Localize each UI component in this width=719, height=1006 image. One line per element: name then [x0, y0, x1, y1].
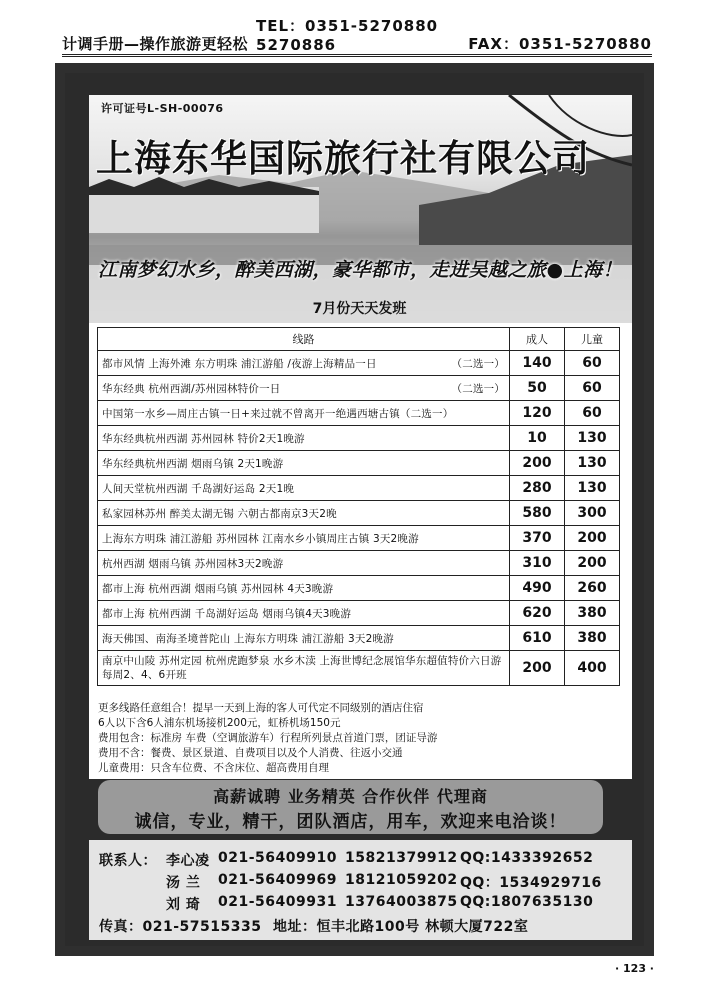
license-number: 许可证号L-SH-00076	[101, 102, 224, 115]
route-name: 华东经典杭州西湖 烟雨乌镇 2天1晚游	[102, 457, 284, 470]
address: 地址：恒丰北路100号 林顿大厦722室	[273, 919, 529, 935]
route-name: 都市上海 杭州西湖 千岛湖好运岛 烟雨乌镇4天3晚游	[102, 607, 352, 620]
route-name: 人间天堂杭州西湖 千岛湖好运岛 2天1晚	[102, 482, 295, 495]
child-price: 380	[565, 601, 620, 626]
route-cell	[98, 626, 510, 651]
route-cell	[98, 601, 510, 626]
adult-price: 310	[510, 551, 565, 576]
route-name: 南京中山陵 苏州定园 杭州虎跑梦泉 水乡木渎 上海世博纪念展馆华东超值特价六日游每周2、4、6开班	[102, 655, 502, 681]
note-line: 更多线路任意组合！提早一天到上海的客人可代定不同级别的酒店住宿	[98, 702, 424, 714]
child-price: 60	[565, 376, 620, 401]
company-name: 上海东华国际旅行社有限公司	[96, 137, 590, 180]
note-line: 费用不含：餐费、景区景道、自费项目以及个人消费、往返小交通	[98, 747, 403, 759]
page-number: · 123 ·	[615, 962, 654, 975]
route-name: 上海东方明珠 浦江游船 苏州园林 江南水乡小镇周庄古镇 3天2晚游	[102, 532, 419, 545]
banner-line-2: 诚信，专业，精干，团队酒店，用车，欢迎来电洽谈！	[134, 812, 567, 832]
child-price: 130	[565, 426, 620, 451]
header-tel: TEL：0351-5270880 5270886	[256, 17, 439, 54]
contact-qq: QQ:1807635130	[460, 894, 594, 910]
child-price: 60	[565, 351, 620, 376]
table-row	[98, 551, 620, 576]
adult-price: 10	[510, 426, 565, 451]
contact-qq: QQ：1534929716	[460, 875, 602, 891]
contact-name: 李心凌	[166, 853, 210, 869]
adult-price: 140	[510, 351, 565, 376]
contact-name: 汤 兰	[166, 875, 201, 891]
header-fax: FAX：0351-5270880	[468, 35, 652, 53]
route-cell	[98, 576, 510, 601]
table-header-row	[98, 328, 620, 351]
fax-number: 传真：021-57515335	[99, 919, 262, 935]
routes-table	[97, 327, 620, 686]
child-price: 260	[565, 576, 620, 601]
route-name: 都市上海 杭州西湖 烟雨乌镇 苏州园林 4天3晚游	[102, 582, 334, 595]
child-price: 200	[565, 551, 620, 576]
table-row	[98, 401, 620, 426]
route-name: 华东经典杭州西湖 苏州园林 特价2天1晚游	[102, 432, 305, 445]
route-note: （二选一）	[451, 357, 505, 370]
route-name: 中国第一水乡—周庄古镇一日+来过就不曾离开一绝遇西塘古镇（二选一）	[102, 407, 454, 420]
table-row	[98, 426, 620, 451]
note-line: 6人以下含6人浦东机场接机200元，虹桥机场150元	[98, 717, 341, 729]
table-row	[98, 651, 620, 686]
table-row	[98, 476, 620, 501]
header-bar	[62, 17, 652, 57]
adult-price: 200	[510, 451, 565, 476]
route-cell	[98, 451, 510, 476]
header-route: 线路	[98, 328, 510, 351]
note-line: 儿童费用：只含车位费、不含床位、超高费用自理	[98, 762, 329, 774]
child-price: 130	[565, 476, 620, 501]
adult-price: 490	[510, 576, 565, 601]
contact-mobile: 15821379912	[345, 850, 458, 866]
child-price: 380	[565, 626, 620, 651]
adult-price: 280	[510, 476, 565, 501]
child-price: 60	[565, 401, 620, 426]
child-price: 200	[565, 526, 620, 551]
table-row	[98, 376, 620, 401]
route-cell	[98, 426, 510, 451]
contact-phone: 021-56409931	[218, 894, 337, 910]
contact-label: 联系人：	[99, 853, 157, 869]
route-name: 杭州西湖 烟雨乌镇 苏州园林3天2晚游	[102, 557, 284, 570]
recruit-banner	[98, 780, 603, 834]
table-row	[98, 501, 620, 526]
header-child: 儿童	[565, 328, 620, 351]
header-adult: 成人	[510, 328, 565, 351]
tagline: 江南梦幻水乡，醉美西湖，豪华都市，走进吴越之旅●上海！	[98, 259, 623, 281]
route-cell	[98, 551, 510, 576]
adult-price: 580	[510, 501, 565, 526]
adult-price: 370	[510, 526, 565, 551]
route-cell	[98, 651, 510, 686]
contact-phone: 021-56409910	[218, 850, 337, 866]
table-row	[98, 601, 620, 626]
contact-mobile: 13764003875	[345, 894, 458, 910]
table-row	[98, 451, 620, 476]
note-line: 费用包含：标准房 车费（空调旅游车）行程所列景点首道门票，团证导游	[98, 732, 438, 744]
header-slogan: 计调手册—操作旅游更轻松	[62, 35, 249, 53]
table-row	[98, 626, 620, 651]
notes-section	[98, 701, 618, 776]
table-row	[98, 576, 620, 601]
adult-price: 610	[510, 626, 565, 651]
contact-qq: QQ:1433392652	[460, 850, 594, 866]
adult-price: 620	[510, 601, 565, 626]
adult-price: 200	[510, 651, 565, 686]
route-name: 海天佛国、南海圣境普陀山 上海东方明珠 浦江游船 3天2晚游	[102, 632, 394, 645]
child-price: 400	[565, 651, 620, 686]
child-price: 130	[565, 451, 620, 476]
contact-mobile: 18121059202	[345, 872, 458, 888]
contact-name: 刘 琦	[166, 897, 201, 913]
route-name: 华东经典 杭州西湖/苏州园林特价一日	[102, 382, 281, 395]
route-name: 私家园林苏州 醉美太湖无锡 六朝古都南京3天2晚	[102, 507, 337, 520]
banner-line-1: 高薪诚聘 业务精英 合作伙伴 代理商	[213, 787, 488, 806]
contact-phone: 021-56409969	[218, 872, 337, 888]
table-row	[98, 526, 620, 551]
route-cell	[98, 501, 510, 526]
route-cell	[98, 476, 510, 501]
route-cell	[98, 376, 510, 401]
route-cell	[98, 526, 510, 551]
route-cell	[98, 401, 510, 426]
route-cell	[98, 351, 510, 376]
schedule-subtitle: 7月份天天发班	[312, 301, 407, 317]
route-note: （二选一）	[451, 382, 505, 395]
route-name: 都市风情 上海外滩 东方明珠 浦江游船 /夜游上海精品一日	[102, 357, 377, 370]
adult-price: 50	[510, 376, 565, 401]
child-price: 300	[565, 501, 620, 526]
table-row	[98, 351, 620, 376]
adult-price: 120	[510, 401, 565, 426]
